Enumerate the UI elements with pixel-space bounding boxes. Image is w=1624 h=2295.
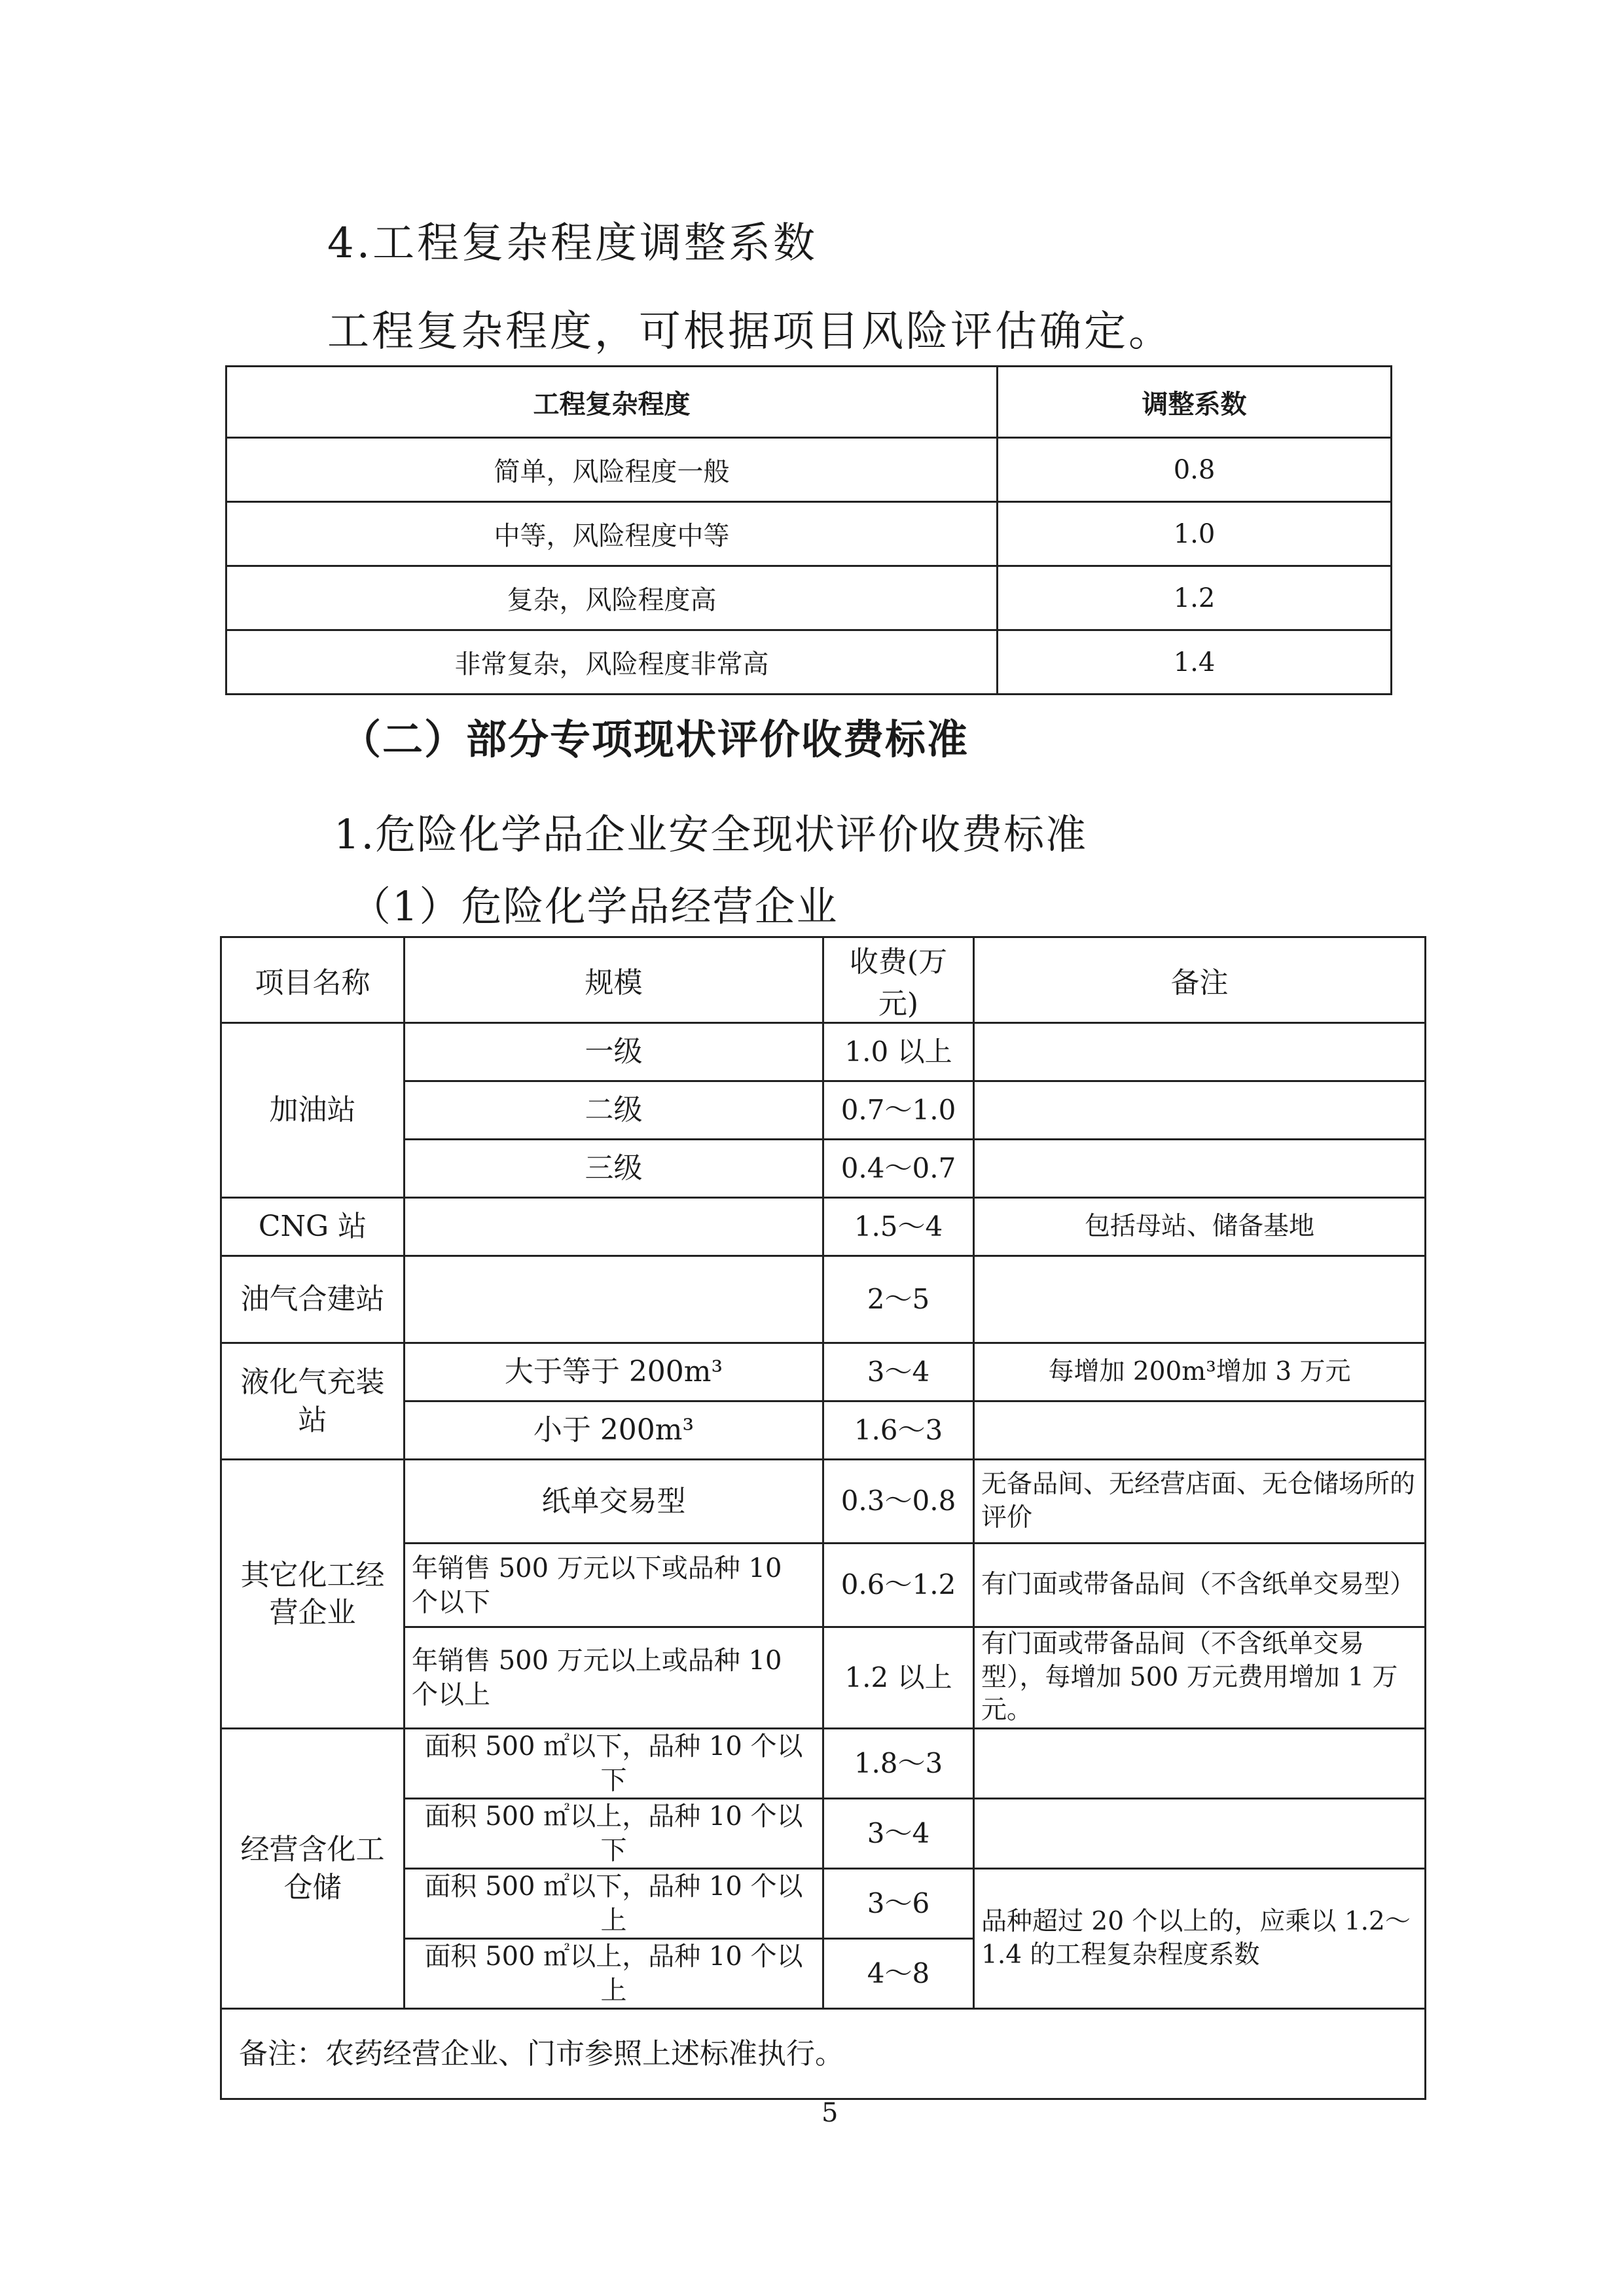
fee-cell: 1.2 以上 xyxy=(823,1627,974,1729)
column-header: 调整系数 xyxy=(998,367,1392,438)
table-header-row xyxy=(221,937,1426,1023)
fee-cell: 4～8 xyxy=(823,1939,974,2009)
category-cell: CNG 站 xyxy=(221,1198,405,1256)
scale-cell: 小于 200m³ xyxy=(405,1401,823,1460)
category-cell: 油气合建站 xyxy=(221,1256,405,1343)
column-header: 工程复杂程度 xyxy=(226,367,998,438)
table-row xyxy=(221,1198,1426,1256)
fee-cell: 3～4 xyxy=(823,1799,974,1869)
table-row xyxy=(226,630,1392,695)
table-cell: 1.2 xyxy=(998,566,1392,630)
table-cell: 1.0 xyxy=(998,502,1392,566)
category-cell: 其它化工经营企业 xyxy=(221,1460,405,1729)
scale-cell xyxy=(405,1198,823,1256)
note-cell xyxy=(974,1023,1426,1081)
section-paragraph: 工程复杂程度，可根据项目风险评估确定。 xyxy=(327,308,1173,356)
note-cell: 品种超过 20 个以上的，应乘以 1.2～1.4 的工程复杂程度系数 xyxy=(974,1869,1426,2009)
note-cell: 每增加 200m³增加 3 万元 xyxy=(974,1343,1426,1401)
scale-cell: 大于等于 200m³ xyxy=(405,1343,823,1401)
note-cell: 包括母站、储备基地 xyxy=(974,1198,1426,1256)
table-row xyxy=(226,438,1392,502)
fee-cell: 0.6～1.2 xyxy=(823,1544,974,1627)
fee-standard-table xyxy=(220,936,1426,2100)
scale-cell: 三级 xyxy=(405,1140,823,1198)
note-cell xyxy=(974,1799,1426,1869)
scale-cell: 年销售 500 万元以上或品种 10 个以上 xyxy=(405,1627,823,1729)
table-cell: 非常复杂，风险程度非常高 xyxy=(226,630,998,695)
fee-cell: 1.5～4 xyxy=(823,1198,974,1256)
note-cell xyxy=(974,1140,1426,1198)
category-cell: 加油站 xyxy=(221,1023,405,1198)
scale-cell: 二级 xyxy=(405,1081,823,1140)
note-cell xyxy=(974,1081,1426,1140)
complexity-coefficient-table xyxy=(225,365,1392,695)
fee-cell: 2～5 xyxy=(823,1256,974,1343)
table-header-row xyxy=(226,367,1392,438)
page-number: 5 xyxy=(821,2098,839,2128)
fee-cell: 1.8～3 xyxy=(823,1729,974,1799)
subsection-heading: 1.危险化学品企业安全现状评价收费标准 xyxy=(334,810,1088,858)
subsection-heading: （1）危险化学品经营企业 xyxy=(350,882,839,930)
category-cell: 液化气充装站 xyxy=(221,1343,405,1460)
table-cell: 中等，风险程度中等 xyxy=(226,502,998,566)
table-row xyxy=(221,1023,1426,1081)
table-cell: 1.4 xyxy=(998,630,1392,695)
note-cell: 有门面或带备品间（不含纸单交易型） xyxy=(974,1544,1426,1627)
table-cell: 0.8 xyxy=(998,438,1392,502)
scale-cell: 面积 500 ㎡以上，品种 10 个以上 xyxy=(405,1939,823,2009)
note-cell: 无备品间、无经营店面、无仓储场所的评价 xyxy=(974,1460,1426,1544)
note-cell xyxy=(974,1729,1426,1799)
table-row xyxy=(226,502,1392,566)
scale-cell: 纸单交易型 xyxy=(405,1460,823,1544)
fee-cell: 0.7～1.0 xyxy=(823,1081,974,1140)
fee-cell: 1.0 以上 xyxy=(823,1023,974,1081)
table-row xyxy=(226,566,1392,630)
scale-cell: 面积 500 ㎡以上，品种 10 个以下 xyxy=(405,1799,823,1869)
scale-cell: 一级 xyxy=(405,1023,823,1081)
column-header: 备注 xyxy=(974,937,1426,1023)
fee-cell: 1.6～3 xyxy=(823,1401,974,1460)
section-heading: 4.工程复杂程度调整系数 xyxy=(327,219,818,268)
scale-cell: 面积 500 ㎡以下，品种 10 个以上 xyxy=(405,1869,823,1939)
fee-cell: 0.4～0.7 xyxy=(823,1140,974,1198)
column-header: 规模 xyxy=(405,937,823,1023)
table-row xyxy=(221,1729,1426,1799)
table-row xyxy=(221,1460,1426,1544)
table-cell: 简单，风险程度一般 xyxy=(226,438,998,502)
table-cell: 复杂，风险程度高 xyxy=(226,566,998,630)
column-header: 收费(万元) xyxy=(823,937,974,1023)
table-footnote: 备注：农药经营企业、门市参照上述标准执行。 xyxy=(221,2009,1426,2099)
note-cell xyxy=(974,1256,1426,1343)
table-row xyxy=(221,1343,1426,1401)
fee-cell: 3～6 xyxy=(823,1869,974,1939)
scale-cell xyxy=(405,1256,823,1343)
fee-cell: 3～4 xyxy=(823,1343,974,1401)
category-cell: 经营含化工仓储 xyxy=(221,1729,405,2009)
section-heading: （二）部分专项现状评价收费标准 xyxy=(340,715,969,763)
note-cell: 有门面或带备品间（不含纸单交易型），每增加 500 万元费用增加 1 万元。 xyxy=(974,1627,1426,1729)
scale-cell: 年销售 500 万元以下或品种 10 个以下 xyxy=(405,1544,823,1627)
column-header: 项目名称 xyxy=(221,937,405,1023)
table-row xyxy=(221,2009,1426,2099)
table-row xyxy=(221,1256,1426,1343)
scale-cell: 面积 500 ㎡以下，品种 10 个以下 xyxy=(405,1729,823,1799)
fee-cell: 0.3～0.8 xyxy=(823,1460,974,1544)
note-cell xyxy=(974,1401,1426,1460)
